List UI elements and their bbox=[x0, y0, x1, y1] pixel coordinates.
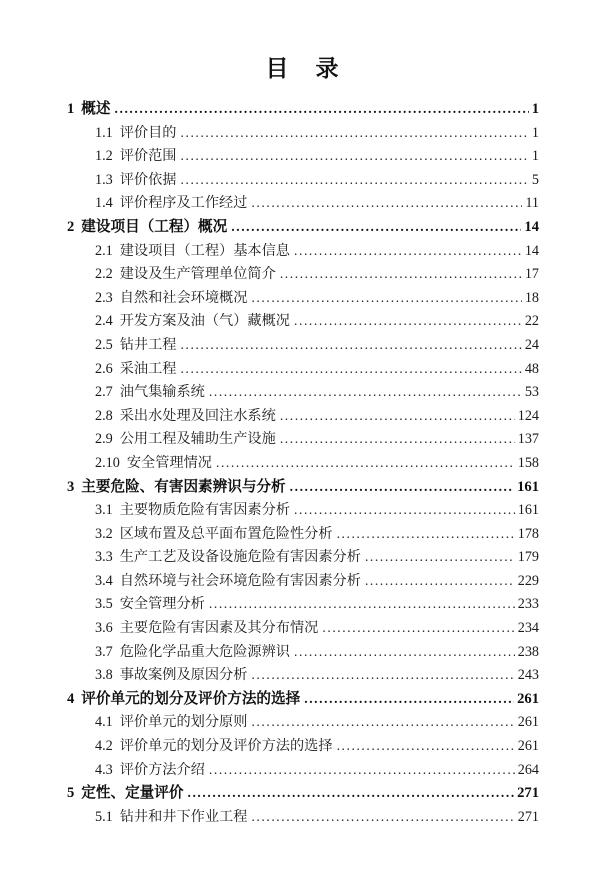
toc-entry-number: 1.1 bbox=[95, 124, 113, 141]
toc-page-number: 158 bbox=[517, 454, 539, 471]
toc-entry-section bbox=[67, 262, 539, 286]
toc-page-number: 53 bbox=[524, 384, 539, 401]
toc-page-number: 1 bbox=[531, 148, 539, 165]
toc-entry-number: 3.3 bbox=[95, 549, 113, 566]
toc-entry-number: 2.3 bbox=[95, 289, 113, 306]
toc-entry-label: 钻井和井下作业工程 bbox=[119, 808, 248, 825]
toc-entry-label: 主要危险、有害因素辨识与分析 bbox=[81, 478, 286, 495]
toc-entry-number: 2.2 bbox=[95, 266, 113, 283]
toc-list bbox=[67, 97, 539, 828]
toc-entry-label: 区域布置及总平面布置危险性分析 bbox=[119, 525, 333, 542]
toc-entry-label: 评价单元的划分及评价方法的选择 bbox=[81, 690, 301, 707]
dot-leader bbox=[322, 616, 514, 641]
toc-page-number: 271 bbox=[517, 785, 539, 802]
toc-entry-label: 评价单元的划分及评价方法的选择 bbox=[119, 738, 333, 755]
toc-entry-chapter bbox=[67, 97, 539, 121]
toc-entry-number: 2.8 bbox=[95, 407, 113, 424]
toc-entry-chapter bbox=[67, 475, 539, 499]
toc-page-number: 5 bbox=[531, 171, 539, 188]
toc-entry-label: 主要危险有害因素及其分布情况 bbox=[119, 620, 319, 637]
toc-entry-label: 主要物质危险有害因素分析 bbox=[119, 502, 290, 519]
toc-entry-section bbox=[67, 758, 539, 782]
dot-leader bbox=[337, 734, 515, 759]
toc-entry-number: 4 bbox=[67, 690, 75, 707]
toc-entry-section bbox=[67, 427, 539, 451]
toc-entry-number: 1.3 bbox=[95, 171, 113, 188]
toc-entry-number: 3.8 bbox=[95, 667, 113, 684]
toc-page-number: 243 bbox=[517, 667, 539, 684]
toc-page-number: 238 bbox=[517, 643, 539, 660]
dot-leader bbox=[280, 404, 515, 429]
toc-entry-number: 2 bbox=[67, 218, 75, 235]
toc-entry-chapter bbox=[67, 781, 539, 805]
toc-entry-section bbox=[67, 191, 539, 215]
toc-entry-label: 生产工艺及设备设施危险有害因素分析 bbox=[119, 549, 361, 566]
dot-leader bbox=[231, 215, 521, 240]
toc-page-number: 161 bbox=[517, 502, 539, 519]
dot-leader bbox=[251, 663, 514, 688]
dot-leader bbox=[251, 805, 514, 830]
dot-leader bbox=[365, 569, 515, 594]
toc-entry-section bbox=[67, 451, 539, 475]
toc-entry-number: 3.6 bbox=[95, 620, 113, 637]
toc-page-number: 1 bbox=[531, 101, 539, 117]
toc-entry-label: 安全管理分析 bbox=[119, 596, 205, 613]
toc-entry-number: 4.2 bbox=[95, 738, 113, 755]
dot-leader bbox=[181, 357, 522, 382]
toc-entry-section bbox=[67, 404, 539, 428]
dot-leader bbox=[304, 687, 514, 712]
toc-page-number: 261 bbox=[517, 714, 539, 731]
toc-entry-number: 2.4 bbox=[95, 313, 113, 330]
toc-page-number: 18 bbox=[524, 289, 539, 306]
toc-entry-label: 采油工程 bbox=[119, 360, 177, 377]
dot-leader bbox=[251, 286, 521, 311]
toc-entry-number: 1.4 bbox=[95, 195, 113, 212]
dot-leader bbox=[115, 97, 529, 122]
dot-leader bbox=[251, 710, 514, 735]
toc-page-number: 137 bbox=[517, 431, 539, 448]
dot-leader bbox=[290, 475, 514, 500]
page-title: 目 录 bbox=[265, 56, 341, 81]
dot-leader bbox=[187, 781, 514, 806]
toc-entry-section bbox=[67, 380, 539, 404]
toc-entry-number: 4.3 bbox=[95, 761, 113, 778]
toc-entry-label: 概述 bbox=[81, 101, 111, 117]
toc-entry-label: 评价依据 bbox=[119, 171, 177, 188]
toc-page-number: 178 bbox=[517, 525, 539, 542]
toc-entry-chapter bbox=[67, 215, 539, 239]
toc-entry-number: 2.6 bbox=[95, 360, 113, 377]
toc-page-number: 233 bbox=[517, 596, 539, 613]
toc-page-number: 271 bbox=[517, 808, 539, 825]
toc-entry-section bbox=[67, 333, 539, 357]
toc-entry-label: 评价程序及工作经过 bbox=[119, 195, 248, 212]
dot-leader bbox=[337, 522, 515, 547]
dot-leader bbox=[216, 451, 515, 476]
toc-entry-section bbox=[67, 239, 539, 263]
toc-entry-label: 油气集输系统 bbox=[119, 384, 205, 401]
toc-entry-section bbox=[67, 616, 539, 640]
toc-entry-number: 3.7 bbox=[95, 643, 113, 660]
toc-entry-label: 评价目的 bbox=[119, 124, 177, 141]
toc-entry-section bbox=[67, 545, 539, 569]
toc-entry-number: 5.1 bbox=[95, 808, 113, 825]
dot-leader bbox=[209, 758, 515, 783]
toc-page-number: 261 bbox=[517, 690, 539, 707]
toc-entry-section bbox=[67, 710, 539, 734]
toc-entry-section bbox=[67, 144, 539, 168]
toc-entry-section bbox=[67, 663, 539, 687]
toc-entry-section bbox=[67, 592, 539, 616]
toc-page-number: 17 bbox=[524, 266, 539, 283]
dot-leader bbox=[181, 333, 522, 358]
toc-entry-number: 2.7 bbox=[95, 384, 113, 401]
toc-entry-section bbox=[67, 168, 539, 192]
toc-entry-label: 事故案例及原因分析 bbox=[119, 667, 248, 684]
toc-entry-number: 2.5 bbox=[95, 336, 113, 353]
toc-page-number: 124 bbox=[517, 407, 539, 424]
toc-entry-section bbox=[67, 522, 539, 546]
toc-page-number: 1 bbox=[531, 124, 539, 141]
toc-entry-label: 钻井工程 bbox=[119, 336, 177, 353]
dot-leader bbox=[294, 498, 515, 523]
toc-page-number: 22 bbox=[524, 313, 539, 330]
toc-entry-number: 2.9 bbox=[95, 431, 113, 448]
toc-entry-number: 3.2 bbox=[95, 525, 113, 542]
toc-entry-section bbox=[67, 309, 539, 333]
dot-leader bbox=[209, 380, 522, 405]
toc-entry-label: 自然和社会环境概况 bbox=[119, 289, 248, 306]
toc-page-number: 261 bbox=[517, 738, 539, 755]
toc-entry-label: 评价方法介绍 bbox=[119, 761, 205, 778]
toc-page-number: 14 bbox=[524, 218, 539, 235]
toc-entry-number: 4.1 bbox=[95, 714, 113, 731]
toc-page-number: 264 bbox=[517, 761, 539, 778]
toc-entry-section bbox=[67, 286, 539, 310]
toc-page-number: 179 bbox=[517, 549, 539, 566]
toc-page-number: 161 bbox=[517, 478, 539, 495]
toc-entry-label: 评价单元的划分原则 bbox=[119, 714, 248, 731]
toc-entry-chapter bbox=[67, 687, 539, 711]
toc-entry-number: 1.2 bbox=[95, 148, 113, 165]
toc-entry-label: 安全管理情况 bbox=[126, 454, 212, 471]
toc-entry-section bbox=[67, 734, 539, 758]
toc-page-number: 14 bbox=[524, 242, 539, 259]
toc-entry-label: 自然环境与社会环境危险有害因素分析 bbox=[119, 572, 361, 589]
toc-entry-label: 开发方案及油（气）藏概况 bbox=[119, 313, 290, 330]
toc-entry-label: 建设项目（工程）概况 bbox=[81, 218, 228, 235]
toc-entry-section bbox=[67, 569, 539, 593]
toc-entry-number: 3.1 bbox=[95, 502, 113, 519]
toc-entry-label: 公用工程及辅助生产设施 bbox=[119, 431, 276, 448]
dot-leader bbox=[251, 191, 522, 216]
toc-entry-label: 建设及生产管理单位简介 bbox=[119, 266, 276, 283]
toc-entry-number: 1 bbox=[67, 101, 75, 117]
toc-entry-number: 2.1 bbox=[95, 242, 113, 259]
toc-page-number: 229 bbox=[517, 572, 539, 589]
toc-entry-number: 3 bbox=[67, 478, 75, 495]
dot-leader bbox=[181, 144, 529, 169]
toc-entry-section bbox=[67, 640, 539, 664]
toc-page-number: 24 bbox=[524, 336, 539, 353]
dot-leader bbox=[181, 121, 529, 146]
toc-entry-number: 3.4 bbox=[95, 572, 113, 589]
dot-leader bbox=[181, 168, 529, 193]
toc-page-number: 234 bbox=[517, 620, 539, 637]
toc-entry-label: 评价范围 bbox=[119, 148, 177, 165]
dot-leader bbox=[365, 545, 515, 570]
toc-entry-number: 5 bbox=[67, 785, 75, 802]
dot-leader bbox=[209, 592, 515, 617]
toc-entry-section bbox=[67, 121, 539, 145]
toc-entry-number: 3.5 bbox=[95, 596, 113, 613]
dot-leader bbox=[294, 640, 515, 665]
toc-entry-section bbox=[67, 805, 539, 829]
toc-page-number: 11 bbox=[525, 195, 539, 212]
toc-entry-label: 建设项目（工程）基本信息 bbox=[119, 242, 290, 259]
toc-entry-label: 危险化学品重大危险源辨识 bbox=[119, 643, 290, 660]
toc-entry-section bbox=[67, 498, 539, 522]
toc-entry-label: 定性、定量评价 bbox=[81, 785, 184, 802]
toc-page-number: 48 bbox=[524, 360, 539, 377]
dot-leader bbox=[294, 309, 522, 334]
dot-leader bbox=[280, 262, 522, 287]
toc-entry-label: 采出水处理及回注水系统 bbox=[119, 407, 276, 424]
dot-leader bbox=[280, 427, 515, 452]
toc-entry-section bbox=[67, 357, 539, 381]
dot-leader bbox=[294, 239, 522, 264]
toc-entry-number: 2.10 bbox=[95, 454, 120, 471]
